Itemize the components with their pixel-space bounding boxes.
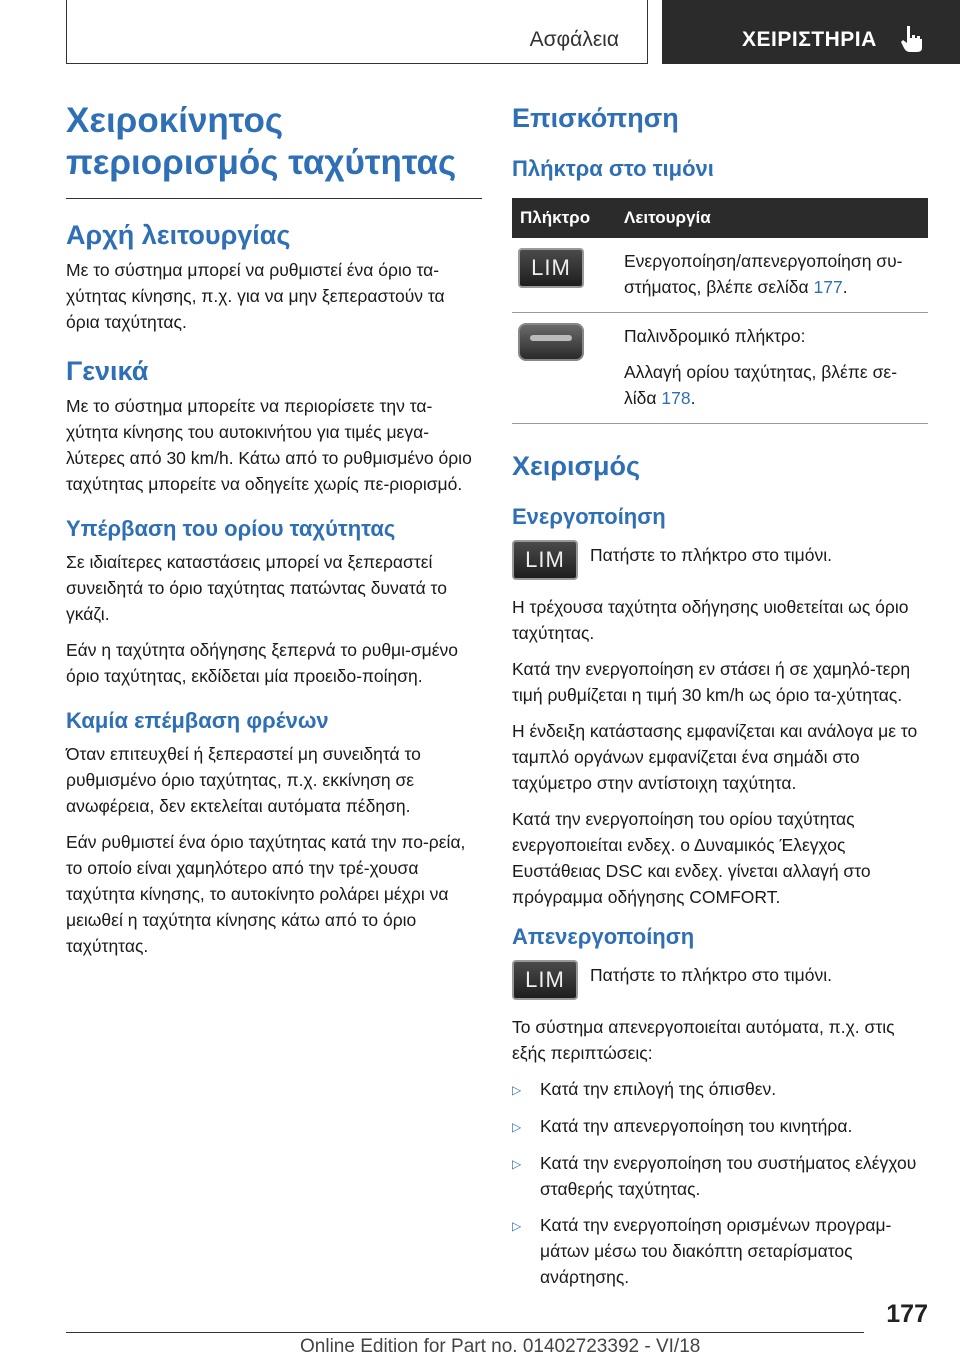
lim-button-icon: LIM <box>512 960 578 1000</box>
func-text: Αλλαγή ορίου ταχύτητας, βλέπε σε-λίδα <box>624 362 898 408</box>
list-item-text: Κατά την απενεργοποίηση του κινητήρα. <box>540 1116 853 1136</box>
buttons-heading: Πλήκτρα στο τιμόνι <box>512 156 714 181</box>
activation-text-2: Κατά την ενεργοποίηση εν στάσει ή σε χαμηλό-τερη τιμή ρυθμίζεται η τιμή 30 km/h ως όριο τα-χύτητας. <box>512 659 911 705</box>
lim-button-icon: LIM <box>518 248 584 288</box>
punctuation: . <box>690 388 696 408</box>
func-text: Παλινδρομικό πλήκτρο: <box>624 326 806 346</box>
page-link[interactable]: 178 <box>661 388 691 408</box>
left-column <box>66 100 482 969</box>
list-item <box>512 1212 928 1290</box>
func-cell <box>616 238 928 313</box>
col-key-header: Πλήκτρο <box>512 198 616 238</box>
lim-button-icon: LIM <box>512 540 578 580</box>
activation-text-1: Η τρέχουσα ταχύτητα οδήγησης υιοθετείται ως όριο ταχύτητας. <box>512 597 909 643</box>
activation-step <box>512 542 928 580</box>
operation-heading: Χειρισμός <box>512 451 641 481</box>
func-text: Ενεργοποίηση/απενεργοποίηση συ-στήματος, βλέπε σελίδα <box>624 251 903 297</box>
list-item-text: Κατά την ενεργοποίηση του συστήματος ελέγχου σταθερής ταχύτητας. <box>540 1153 917 1199</box>
exceed-text-2: Εάν η ταχύτητα οδήγησης ξεπερνά το ρυθμι-σμένο όριο ταχύτητας, εκδίδεται μία προειδο-ποίηση. <box>66 640 459 686</box>
press-instruction: Πατήστε το πλήκτρο στο τιμόνι. <box>590 545 832 565</box>
activation-heading: Ενεργοποίηση <box>512 504 666 529</box>
list-item <box>512 1113 928 1140</box>
activation-text-4: Κατά την ενεργοποίηση του ορίου ταχύτητας ενεργοποιείται ενδεχ. ο Δυναμικός Έλεγχος Ευστάθειας DSC και ενδεχ. γίνεται αλλαγή στο πρόγραμμα οδήγησης COMFORT. <box>512 809 871 907</box>
list-item <box>512 1076 928 1103</box>
activation-text-3: Η ένδειξη κατάστασης εμφανίζεται και ανάλογα με το ταμπλό οργάνων εμφανίζεται ένα σημάδι στο ταχύμετρο στην αντίστοιχη ταχύτητα. <box>512 721 918 793</box>
list-item <box>512 1150 928 1202</box>
chapter-title: ΧΕΙΡΙΣΤΗΡΙΑ <box>742 28 877 51</box>
principle-text: Με το σύστημα μπορεί να ρυθμιστεί ένα όριο τα-χύτητας κίνησης, π.χ. για να μην ξεπεραστούν τα όρια ταχύτητας. <box>66 260 445 332</box>
chapter-tab <box>662 0 960 64</box>
page-title: Χειροκίνητος περιορισμός ταχύτητας <box>66 101 457 182</box>
edition-footer: Online Edition for Part no. 01402723392 - VI/18 <box>300 1336 701 1357</box>
general-heading: Γενικά <box>66 356 149 386</box>
general-text: Με το σύστημα μπορείτε να περιορίσετε την τα-χύτητα κίνησης του αυτοκινήτου για τιμές μεγα-λύτερες από 30 km/h. Κάτω από το ρυθμισμένο όριο ταχύτητας μπορείτε να οδηγείτε χωρίς πε-ριορισμό. <box>66 396 472 494</box>
rocker-switch-icon <box>518 323 584 361</box>
brake-heading: Καμία επέμβαση φρένων <box>66 708 329 733</box>
footer-divider <box>66 1332 864 1333</box>
deactivation-heading: Απενεργοποίηση <box>512 924 695 949</box>
table-row <box>512 313 928 424</box>
hand-pointer-icon <box>898 24 928 54</box>
page-link[interactable]: 177 <box>813 277 843 297</box>
func-cell <box>616 313 928 424</box>
buttons-table <box>512 198 928 424</box>
triangle-bullet-icon: ▷ <box>512 1120 522 1134</box>
principle-heading: Αρχή λειτουργίας <box>66 220 291 250</box>
deactivation-step <box>512 962 928 1000</box>
deactivation-text: Το σύστημα απενεργοποιείται αυτόματα, π.χ. στις εξής περιπτώσεις: <box>512 1017 895 1063</box>
triangle-bullet-icon: ▷ <box>512 1219 522 1233</box>
brake-text-1: Όταν επιτευχθεί ή ξεπεραστεί μη συνειδητά το ρυθμισμένο όριο ταχύτητας, π.χ. εκκίνηση σε ανωφέρεια, δεν εκτελείται αυτόματα πέδηση. <box>66 744 421 816</box>
list-item-text: Κατά την επιλογή της όπισθεν. <box>540 1079 777 1099</box>
triangle-bullet-icon: ▷ <box>512 1083 522 1097</box>
exceed-heading: Υπέρβαση του ορίου ταχύτητας <box>66 516 396 541</box>
punctuation: . <box>842 277 848 297</box>
brake-text-2: Εάν ρυθμιστεί ένα όριο ταχύτητας κατά την πο-ρεία, το οποίο είναι χαμηλότερο από την τρέ-χουσα ταχύτητα κίνησης, το αυτοκίνητο ρολάρει μέχρι να μειωθεί η ταχύτητα κίνησης κάτω από το όριο ταχύτητας. <box>66 832 466 956</box>
title-divider <box>66 198 482 199</box>
section-tab <box>66 0 648 64</box>
triangle-bullet-icon: ▷ <box>512 1157 522 1171</box>
page-header <box>0 0 960 66</box>
col-func-header: Λειτουργία <box>616 198 928 238</box>
overview-heading: Επισκόπηση <box>512 103 679 133</box>
right-column <box>512 100 928 1300</box>
exceed-text-1: Σε ιδιαίτερες καταστάσεις μπορεί να ξεπεραστεί συνειδητά το όριο ταχύτητας πατώντας δυνατά το γκάζι. <box>66 552 447 624</box>
page-number: 177 <box>886 1300 928 1328</box>
list-item-text: Κατά την ενεργοποίηση ορισμένων προγραμ-μάτων μέσω του διακόπτη σεταρίσματος ανάρτησης. <box>540 1215 892 1287</box>
section-title: Ασφάλεια <box>529 28 619 51</box>
press-instruction: Πατήστε το πλήκτρο στο τιμόνι. <box>590 965 832 985</box>
deactivation-list <box>512 1076 928 1290</box>
table-row <box>512 238 928 313</box>
